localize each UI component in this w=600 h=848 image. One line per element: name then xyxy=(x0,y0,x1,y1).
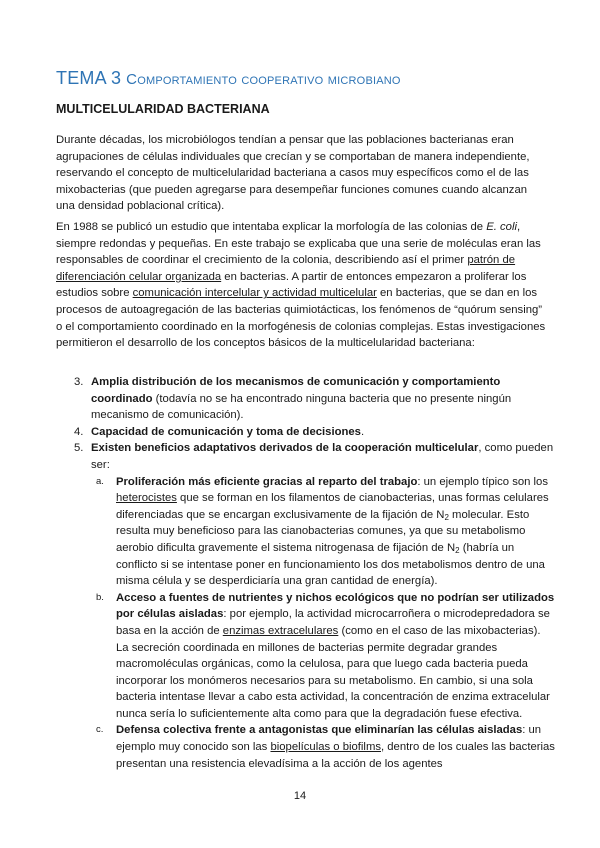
benefits-sublist xyxy=(56,474,556,773)
tema-label: TEMA 3 xyxy=(56,68,122,88)
paragraph-intro: Durante décadas, los microbiólogos tendían a pensar que las poblaciones bacterianas eran agrupaciones de células individuales que crecían y se comportaban de manera independiente, reservando el concepto de multicelularidad bacteriana a casos muy específicos como el de las mixobacterias (que pueden agregarse para desempeñar funciones comunes cuando alcanzan una densidad poblacional crítica). xyxy=(56,134,530,213)
concept-list xyxy=(56,374,556,772)
list-item: 5. Existen beneficios adaptativos derivados de la cooperación multicelular, como pueden ser: xyxy=(74,442,554,471)
link-comunicacion-intercelular: comunicación intercelular y actividad multicelular xyxy=(132,287,377,300)
link-enzimas-extracelulares: enzimas extracelulares xyxy=(222,624,339,637)
link-biopeliculas: biopelículas o biofilms xyxy=(270,741,381,754)
sublist-item-b: b. Acceso a fuentes de nutrientes y nichos ecológicos que no podrían ser utilizados por células aisladas: por ejemplo, la actividad microcarroñera o microdepredadora se basa en la acción de enzimas extracelulares (como en el caso de las mixobacterias). La secreción coordinada en millones de bacterias permite degradar grandes macromoléculas orgánicas, como la celulosa, para que luego cada bacteria pueda incorporar los monómeros necesarios para su metabolismo. En cambio, si una sola bacteria intentase llevar a cabo esta actividad, la concentración de enzima extracelular nunca sería lo suficientemente alta como para que la degradación fuese efectiva. xyxy=(96,591,555,720)
species-name: E. coli xyxy=(486,221,517,233)
link-heterocistes: heterocistes xyxy=(116,492,177,505)
sublist-item-c: c. Defensa colectiva frente a antagonistas que eliminarían las células aisladas: un ejemplo muy conocido son las biopelículas o biofilms, dentro de los cuales las bacterias presentan una resistencia elevadísima a la acción de los agentes xyxy=(96,724,555,770)
paragraph-history: En 1988 se publicó un estudio que intentaba explicar la morfología de las colonias de E. coli, siempre redondas y pequeñas. En este trabajo se explicaba que una serie de moléculas eran las responsables de coordinar el crecimiento de la colonia, describiendo así el primer patrón de diferenciación celular organizada en bacterias. A partir de entonces empezaron a proliferar los estudios sobre comunicación intercelular y actividad multicelular en bacterias, que se dan en los procesos de autoagregación de las bacterias quimiotácticas, los fenómenos de “quórum sensing” o el comportamiento coordinado en la morfogénesis de colonias complejas. Estas investigaciones permitieron el desarrollo de los conceptos básicos de la multicelularidad bacteriana: xyxy=(56,221,546,350)
link-patron-diferenciacion: patrón de diferenciación celular organizada xyxy=(56,254,516,283)
list-item: 4. Capacidad de comunicación y toma de decisiones. xyxy=(74,425,365,438)
sublist-item-a: a. Proliferación más eficiente gracias al reparto del trabajo: un ejemplo típico son los heterocistes que se forman en los filamentos de cianobacterias, unas formas celulares diferenciadas que se encargan exclusivamente de la fijación de $N_2$ molecular. Esto resulta muy beneficioso para las cianobacterias comunes, ya que su metabolismo aerobio dificulta gravemente el sistema nitrogenasa de fijación de $N_2$ (habría un conflicto si se intentase poner en funcionamiento los dos metabolismos dentro de una misma célula y se desperdiciaría una gran cantidad de energía). xyxy=(96,475,549,588)
section-heading: MULTICELULARIDAD BACTERIANA xyxy=(56,102,270,116)
page-title xyxy=(56,68,401,89)
list-item: 3. Amplia distribución de los mecanismos de comunicación y comportamiento coordinado (todavía no se ha encontrado ninguna bacteria que no presente ningún mecanismo de comunicación). xyxy=(74,376,512,422)
page-number: 14 xyxy=(293,790,307,802)
tema-title: Comportamiento cooperativo microbiano xyxy=(126,71,401,88)
